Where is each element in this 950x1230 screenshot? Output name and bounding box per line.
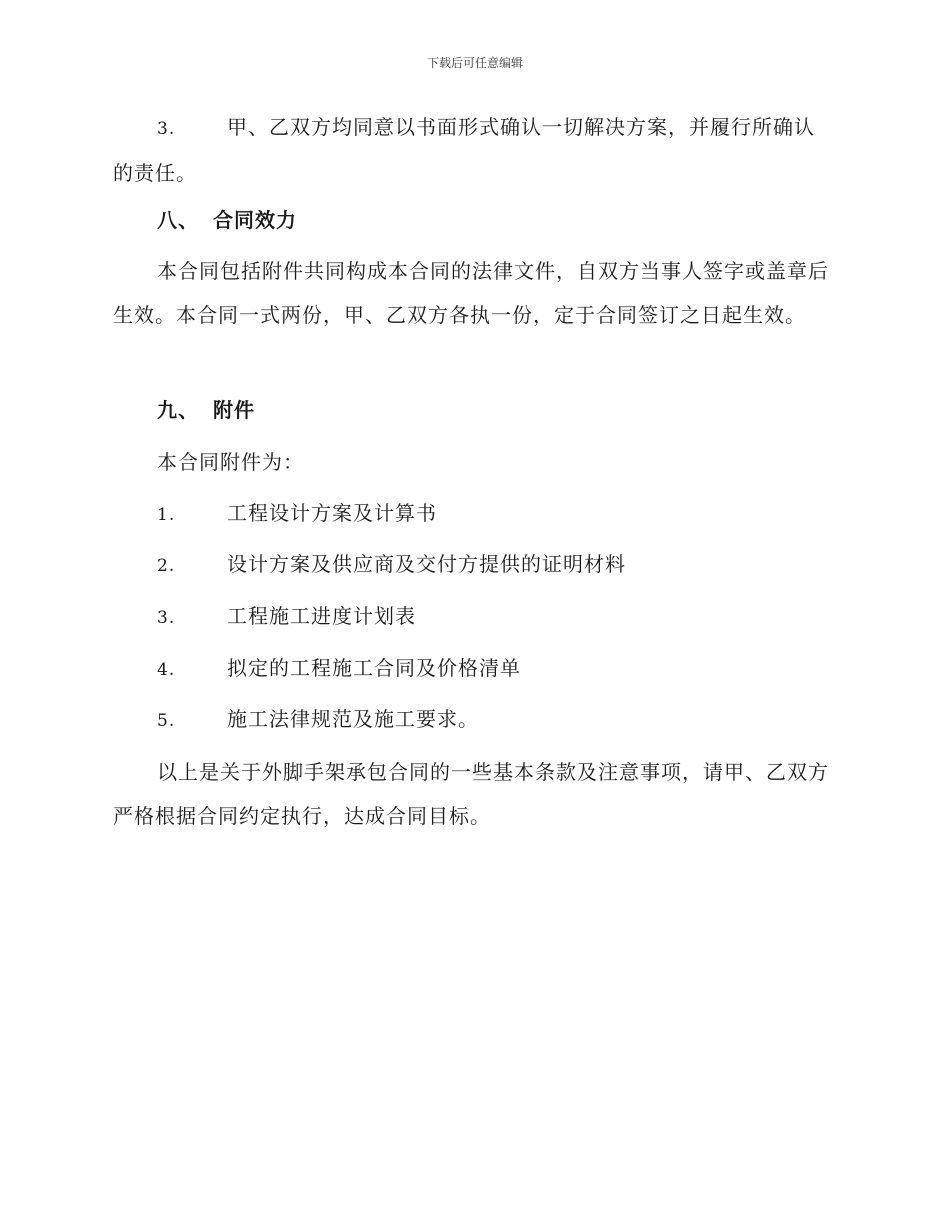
list-item-text: 拟定的工程施工合同及价格清单 <box>227 656 521 680</box>
section-8-body: 本合同包括附件共同构成本合同的法律文件，自双方当事人签字或盖章后生效。本合同一式两份，甲、乙双方各执一份，定于合同签订之日起生效。 <box>113 259 829 327</box>
section-8-title: 合同效力 <box>213 208 297 232</box>
section-8-number: 八、 <box>157 208 199 232</box>
list-item <box>157 601 416 633</box>
clause-3-number: 3. <box>157 119 176 139</box>
section-heading-9 <box>157 395 255 425</box>
list-item-number: 1. <box>157 505 176 525</box>
clause-3-text: 甲、乙双方均同意以书面形式确认一切解决方案，并履行所确认的责任。 <box>113 115 815 185</box>
attachments-intro: 本合同附件为： <box>157 450 304 474</box>
list-item-number: 3. <box>157 608 176 628</box>
list-item <box>157 498 437 530</box>
list-item-number: 2. <box>157 556 176 576</box>
section-heading-8 <box>157 205 297 235</box>
list-item <box>157 653 521 685</box>
section-9-title: 附件 <box>213 398 255 422</box>
list-item <box>157 704 479 736</box>
list-item-text: 设计方案及供应商及交付方提供的证明材料 <box>227 552 626 576</box>
list-item <box>157 549 626 581</box>
list-item-number: 5. <box>157 711 176 731</box>
list-item-text: 施工法律规范及施工要求。 <box>227 707 479 731</box>
list-item-text: 工程施工进度计划表 <box>227 604 416 628</box>
closing-paragraph: 以上是关于外脚手架承包合同的一些基本条款及注意事项，请甲、乙双方严格根据合同约定执行，达成合同目标。 <box>113 760 829 828</box>
list-item-text: 工程设计方案及计算书 <box>227 501 437 525</box>
list-item-number: 4. <box>157 660 176 680</box>
page-header: 下载后可任意编辑 <box>426 56 523 70</box>
section-9-number: 九、 <box>157 398 199 422</box>
clause-3 <box>113 105 833 195</box>
